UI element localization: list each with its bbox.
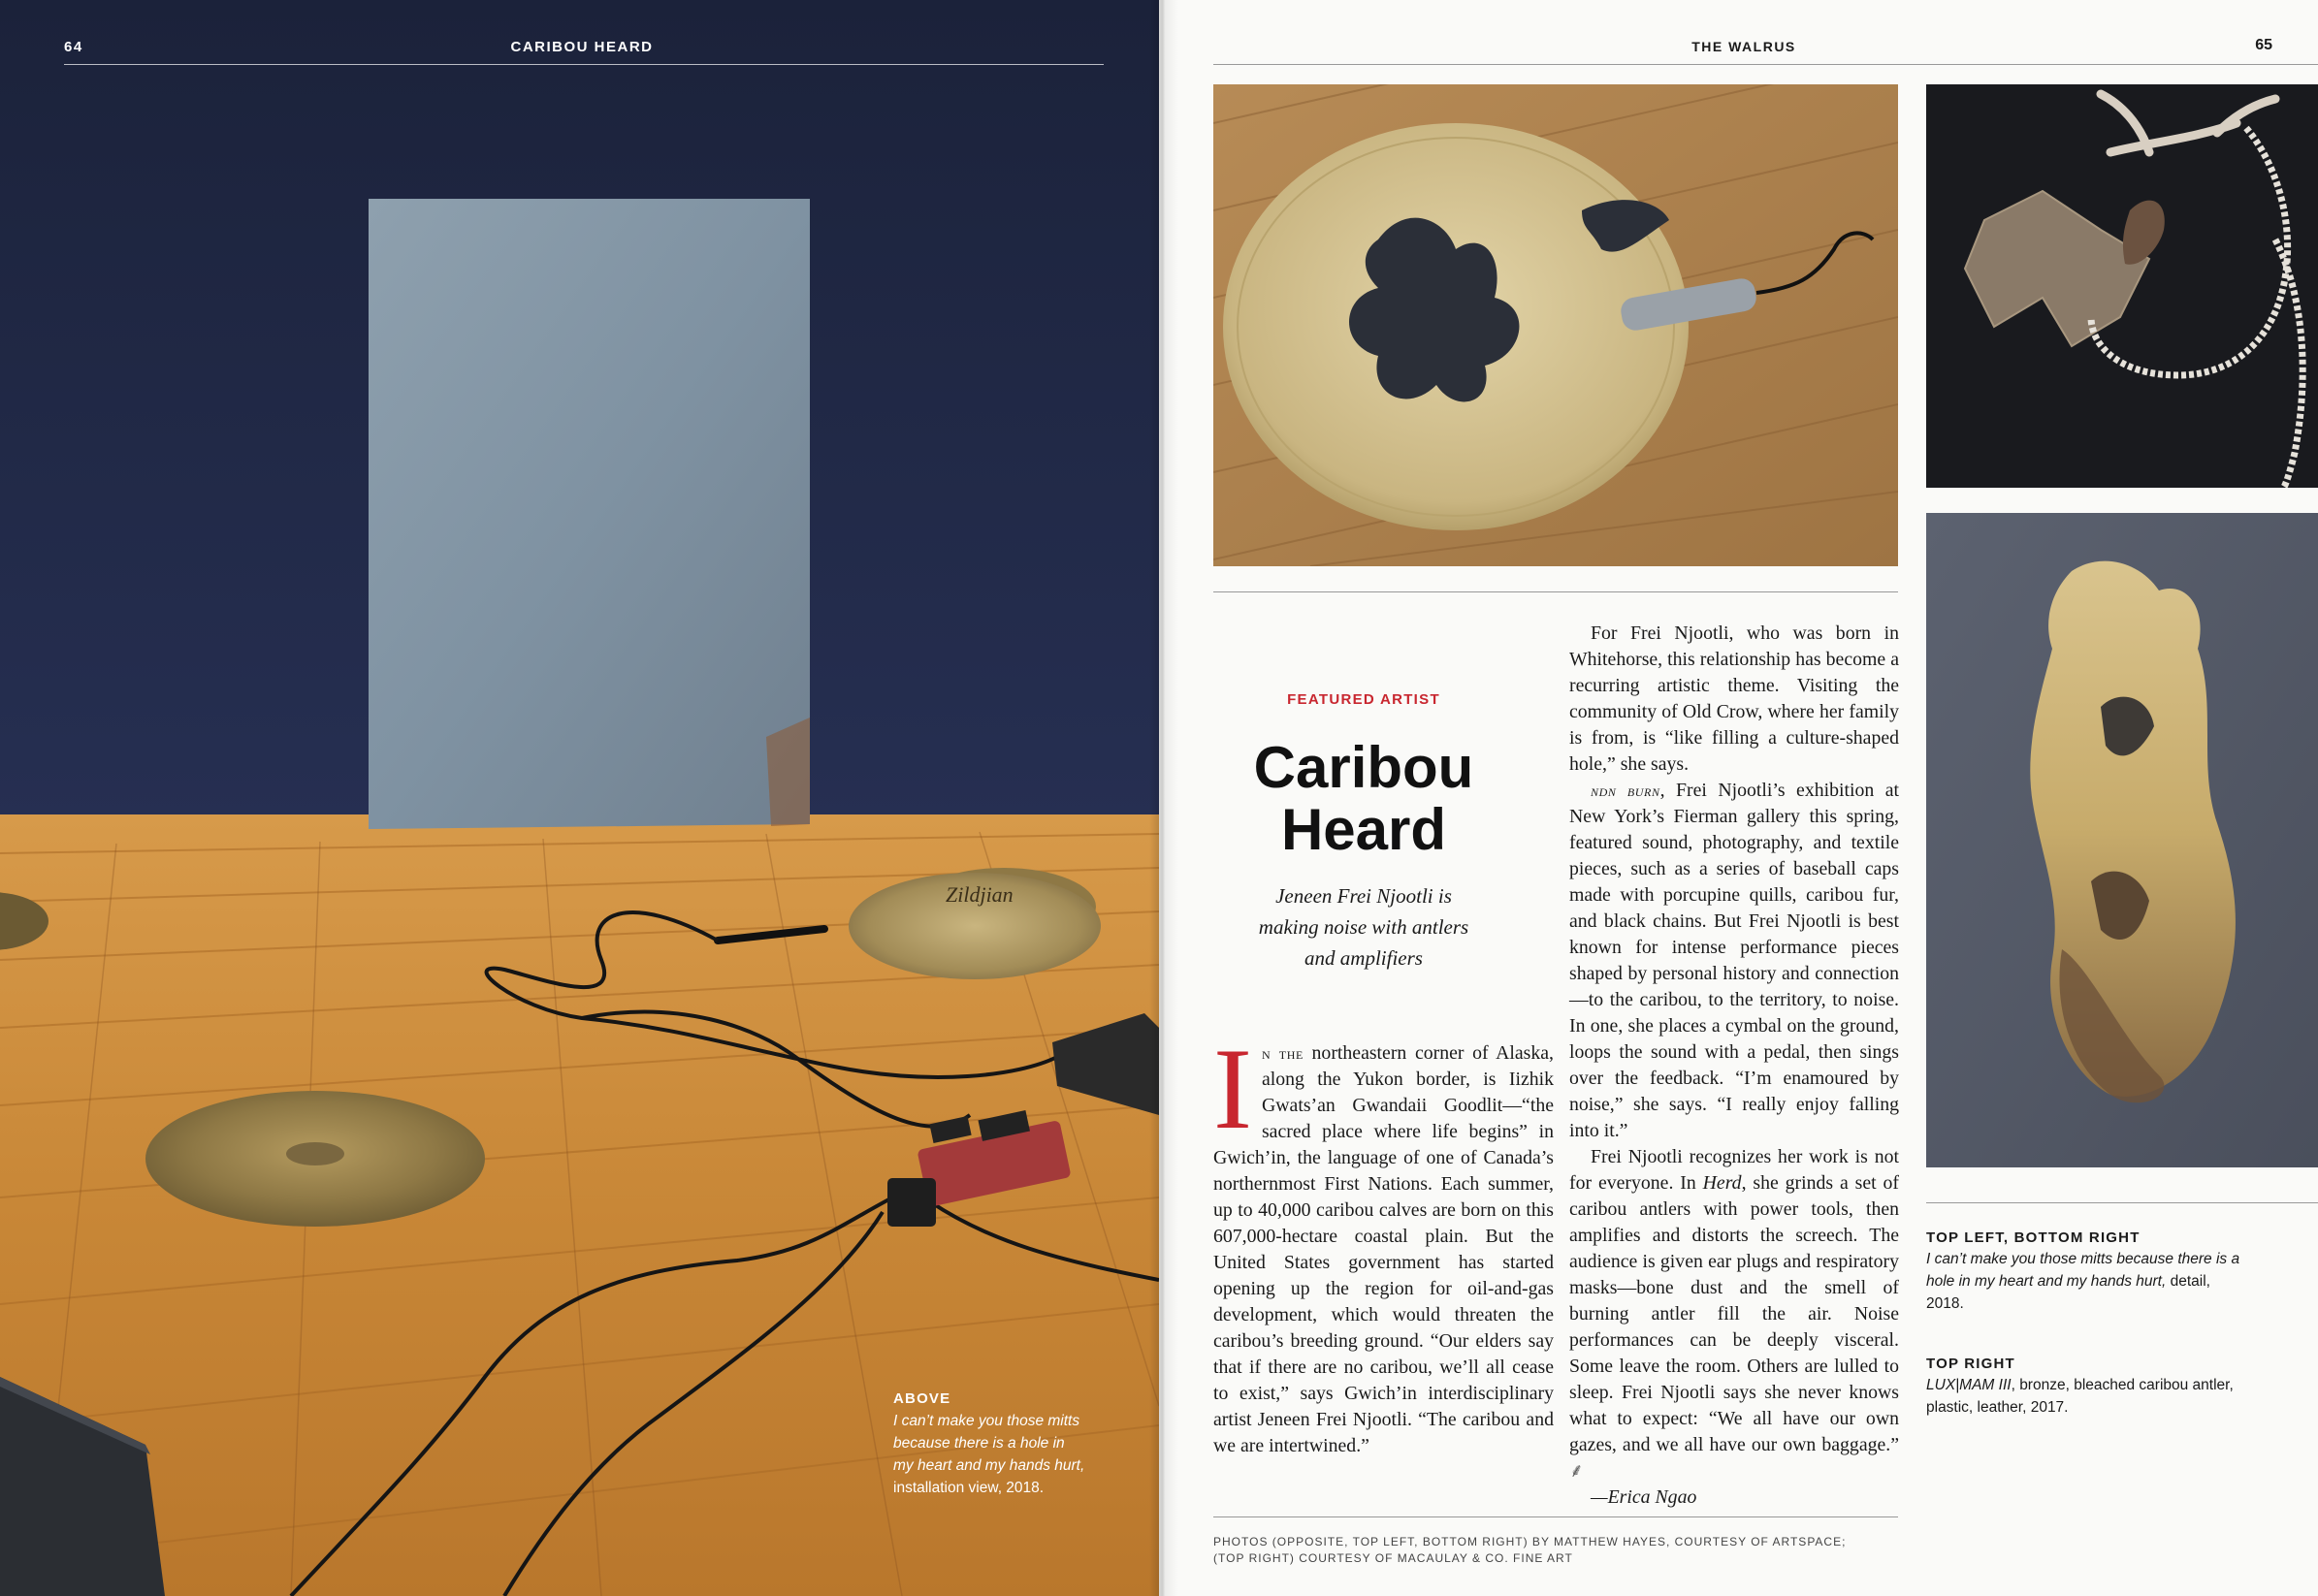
work-title-herd: Herd — [1702, 1172, 1742, 1194]
gutter-shadow — [1149, 0, 1178, 1596]
headline — [1213, 737, 1514, 861]
left-caption-detail: installation view, 2018. — [893, 1480, 1045, 1496]
dek-line-2: making noise with antlers — [1258, 915, 1469, 939]
headline-line-2: Heard — [1280, 797, 1447, 862]
paragraph-3 — [1569, 778, 1899, 1144]
paragraph-4 — [1569, 1144, 1899, 1484]
cymbal-brand-text: Zildjian — [946, 882, 1014, 907]
headline-line-1: Caribou — [1253, 735, 1474, 800]
caption-top-left-bottom-right — [1926, 1229, 2246, 1315]
paragraph-1-text: northeastern corner of Alaska, along the Yukon border, is Iizhik Gwats’an Gwandaii Goodlit—“the sacred place where life begins” in Gwich’in, the language of one of Canada’s northernmost First Nations. Each summer, up to 40,000 caribou calves are born on this 607,000-hectare coastal plain. But the United States government has started opening up the region for oil-and-gas development, which would threaten the caribou’s breeding ground. “Our elders say that if there are no caribou, we’ll all cease to exist,” says Gwich’in interdisciplinary artist Jeneen Frei Njootli. “The caribou and we are intertwined.” — [1213, 1042, 1554, 1456]
end-mark: ⸙ — [1569, 1460, 1584, 1482]
paragraph-3-text: , Frei Njootli’s exhibition at New York’s Fierman gallery this spring, featured sound, photography, and textile pieces, such as a series of baseball caps made with porcupine quills, caribou fur, and black chains. But Frei Njootli is best known for intense performance pieces shaped by personal history and connection—to the caribou, to the territory, to noise. In one, she places a cymbal on the ground, loops the sound with a pedal, then sings over the feedback. “I’m enamoured by noise,” she says. “I really enjoy falling into it.” — [1569, 780, 1899, 1141]
left-caption-heading: ABOVE — [893, 1390, 951, 1407]
caption-2-heading: TOP RIGHT — [1926, 1356, 2015, 1372]
left-header-rule — [64, 64, 1104, 65]
left-page-number: 64 — [64, 39, 83, 55]
caption-2-detail: , bronze, bleached caribou antler, plastic, leather, 2017. — [1926, 1377, 2234, 1416]
paragraph-1 — [1213, 1024, 1554, 1459]
photo-antler-bronze — [1926, 84, 2318, 488]
photo-credit-line-1: PHOTOS (OPPOSITE, TOP LEFT, BOTTOM RIGHT) BY MATTHEW HAYES, COURTESY OF ARTSPACE; — [1213, 1535, 1847, 1548]
photo-caribou-hide — [1926, 513, 2318, 1167]
credit-rule — [1213, 1516, 1898, 1517]
paragraph-4-text: , she grinds a set of caribou antlers with power tools, then amplifies and distorts the screech. The audience is given ear plugs and respiratory masks—bone dust and the smell of burning antler fill the air. Noise performances can be deeply visceral. Some leave the room. Others are lulled to sleep. Frei Njootli says she never knows what to expect: “We all have our own gazes, and we all have our own baggage.” — [1569, 1172, 1899, 1455]
left-caption-title: I can’t make you those mitts because there is a hole in my heart and my hands hurt, — [893, 1413, 1085, 1474]
kicker: FEATURED ARTIST — [1287, 691, 1440, 708]
right-page-number: 65 — [2255, 37, 2272, 53]
caption-top-rule — [1926, 1202, 2318, 1203]
caption-2-title: LUX|MAM III — [1926, 1377, 2012, 1393]
left-running-head: CARIBOU HEARD — [510, 39, 654, 55]
article-top-rule — [1213, 591, 1898, 592]
right-page — [1159, 0, 2318, 1596]
body-column-2 — [1569, 621, 1899, 1511]
lead-in-smallcaps: n the — [1261, 1044, 1304, 1063]
dek-line-3: and amplifiers — [1304, 946, 1423, 970]
caption-1-title: I can’t make you those mitts because there is a hole in my heart and my hands hurt, — [1926, 1251, 2240, 1290]
exhibition-title: ndn burn — [1591, 782, 1660, 800]
byline: —Erica Ngao — [1591, 1486, 1697, 1508]
right-running-head: THE WALRUS — [1691, 39, 1796, 54]
drop-cap: I — [1213, 1024, 1252, 1153]
dek — [1213, 880, 1514, 974]
photo-credits — [1213, 1534, 1898, 1567]
photo-cymbal-fur — [1213, 84, 1898, 566]
paragraph-2: For Frei Njootli, who was born in Whitehorse, this relationship has become a recurring artistic theme. Visiting the community of Old Crow, where her family is from, is “like filling a culture-shaped hole,” she says. — [1569, 622, 1899, 775]
caption-1-detail: detail, 2018. — [1926, 1273, 2210, 1312]
dek-line-1: Jeneen Frei Njootli is — [1275, 884, 1452, 908]
right-header-rule — [1213, 64, 2318, 65]
body-column-1 — [1213, 1024, 1554, 1459]
caption-top-right — [1926, 1356, 2246, 1419]
caption-1-heading: TOP LEFT, BOTTOM RIGHT — [1926, 1229, 2141, 1246]
paragraph-4-pre: Frei Njootli recognizes her work is not for everyone. In — [1569, 1146, 1899, 1194]
photo-credit-line-2: (TOP RIGHT) COURTESY OF MACAULAY & CO. FINE ART — [1213, 1551, 1573, 1565]
left-caption — [893, 1390, 1087, 1499]
